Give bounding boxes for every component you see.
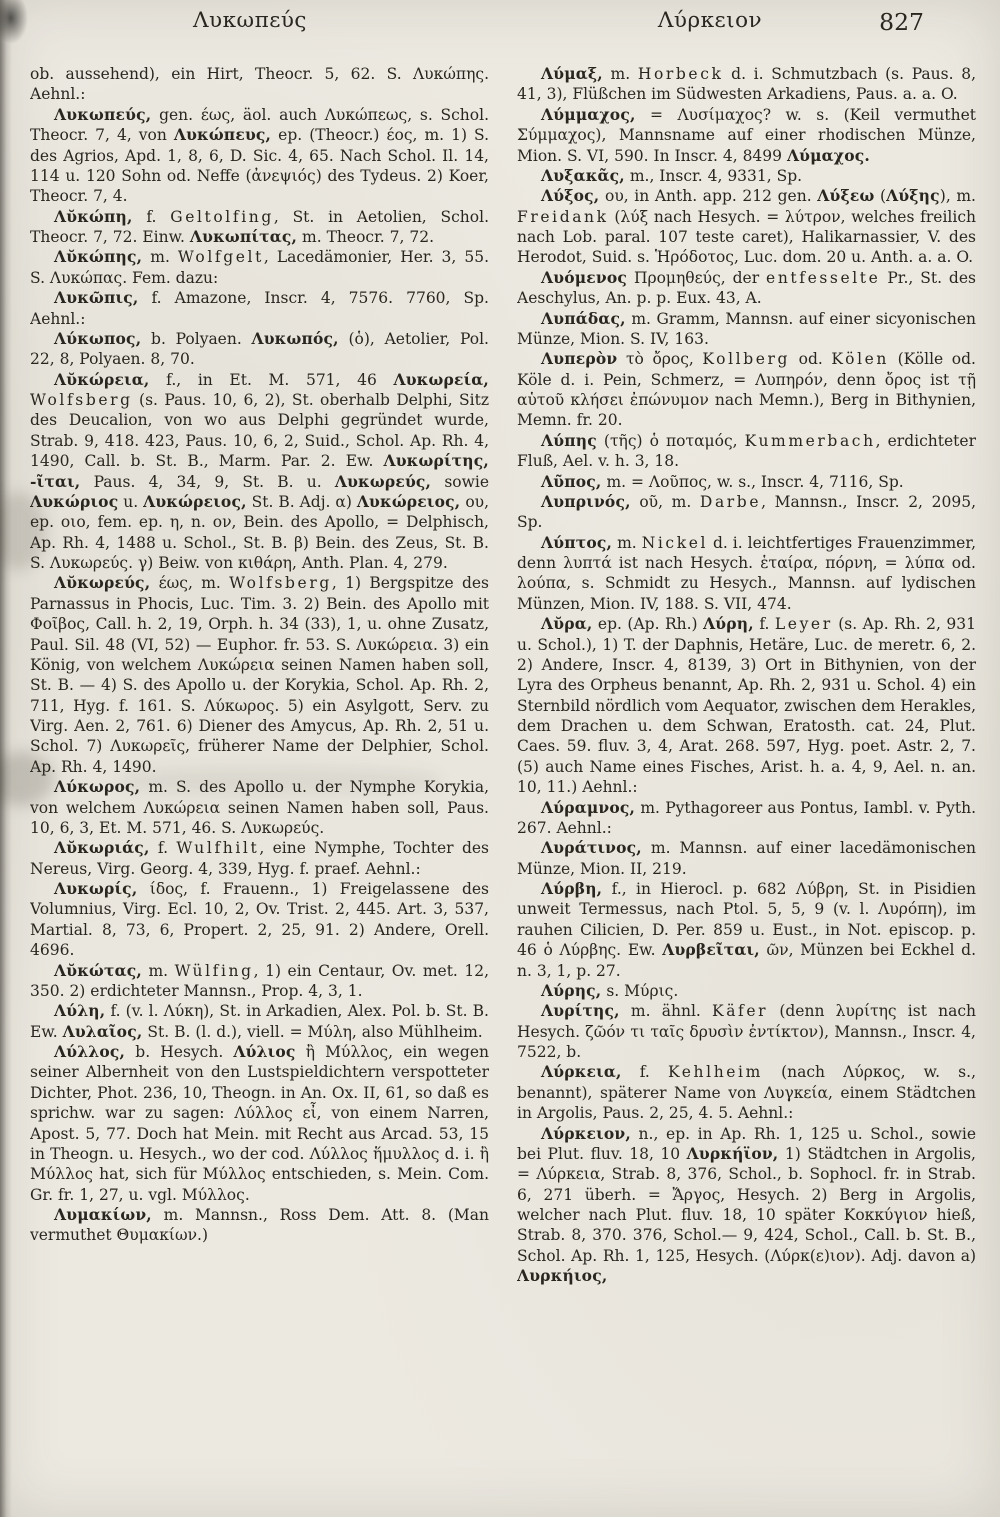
scan-edge-shadow (0, 0, 12, 1517)
page-header (0, 8, 1000, 50)
dictionary-entry: Λυμακίων, m. Mannsn., Ross Dem. Att. 8. (Man vermuthet Θυμακίων.) (30, 1205, 489, 1245)
running-head-left: Λυκωπεύς (193, 8, 307, 33)
dictionary-entry: Λύπης (τῆς) ὁ ποταμός, Kummerbach, erdichteter Fluß, Ael. v. h. 3, 18. (517, 430, 976, 471)
dictionary-entry: Λυκωπεύς, gen. έως, äol. auch Λυκώπεως, s. Schol. Theocr. 7, 4, von Λυκώπευς, ep. (Theocr.) έος, m. 1) S. des Agrios, Apd. 1, 8, 6, D. Sic. 4, 65. Nach Schol. Il. 14, 114 u. 120 Sohn od. Neffe (ἀνεψιός) des Tydeus. 2) Koer, Theocr. 7, 4. (30, 104, 489, 206)
dictionary-entry: Λυπρινός, οῦ, m. Darbe, Mannsn., Inscr. 2, 2095, Sp. (517, 491, 976, 532)
column-right (517, 64, 976, 1503)
dictionary-entry: Λυξακᾶς, m., Inscr. 4, 9331, Sp. (541, 165, 803, 185)
dictionary-entry: Λῠκώρεια, f., in Et. M. 571, 46 Λυκωρεία, Wolfsberg (s. Paus. 10, 6, 2), St. oberhalb Delphi, Sitz des Deucalion, von wo aus Delphi gegründet wurde, Strab. 9, 418. 423, Paus. 10, 6, 2, Suid., Schol. Ap. Rh. 4, 1490, Call. b. St. B., Marm. Par. 2. Ew. Λυκωρίτης, -ῖται, Paus. 4, 34, 9, St. B. u. Λυκωρεύς, sowie Λυκώριος u. Λυκώρειος, St. B. Adj. α) Λυκώρειος, ου, ep. οιο, fem. ep. η, n. ον, Bein. des Apollo, = Delphisch, Ap. Rh. 4, 1488 u. Schol., St. B. β) Bein. des Zeus, St. B. S. Λυκωρεύς. γ) Beiw. von κιθάρη, Anth. Plan. 4, 279. (30, 369, 489, 572)
dictionary-entry: Λύρης, s. Μύρις. (541, 980, 679, 1000)
dictionary-entry: Λυρίτης, m. ähnl. Käfer (denn λυρίτης ist nach Hesych. ζῶόν τι ταῖς δρυσὶν ἐντίκτον), Mannsn., Inscr. 4, 7522, b. (517, 1001, 976, 1061)
page-number: 827 (879, 8, 924, 36)
dictionary-entry: Λύραμνος, m. Pythagoreer aus Pontus, Iambl. v. Pyth. 267. Aehnl.: (517, 797, 976, 837)
dictionary-entry: Λύμαξ, m. Horbeck d. i. Schmutzbach (s. Paus. 8, 41, 3), Flüßchen im Südwesten Arkadiens, Paus. a. a. O. (517, 64, 976, 104)
dictionary-entry: Λυπερὸν τὸ ὄρος, Kollberg od. Kölen (Kölle od. Köle d. i. Pein, Schmerz, = Λυπηρόν, denn ὄρος ist τῇ αὑτοῦ κλήσει ἐπώνυμον nach Memn.), Berg in Bithynien, Memn. fr. 20. (517, 349, 976, 430)
dictionary-entry: Λῠκώπης, m. Wolfgelt, Lacedämonier, Her. 3, 55. S. Λυκώπας. Fem. dazu: (30, 247, 489, 287)
dictionary-entry: Λυόμενος Προμηθεύς, der entfesselte Pr., St. des Aeschylus, An. p. p. Eux. 43, A. (517, 267, 976, 308)
dictionary-entry: Λυκῶπις, f. Amazone, Inscr. 4, 7576. 7760, Sp. Aehnl.: (30, 288, 489, 328)
text-columns (30, 64, 976, 1503)
dictionary-entry: Λύρκειον, n., ep. in Ap. Rh. 1, 125 u. Schol., sowie bei Plut. fluv. 18, 10 Λυρκήϊον, 1) Städtchen in Argolis, = Λύρκεια, Strab. 8, 376, Schol., b. Sophocl. fr. in Strab. 6, 271 überh. = Ἄργος, Hesych. 2) Berg in Argolis, welcher nach Plut. fluv. 18, 10 später Κοκκύγιον hieß, Strab. 8, 370. 376, Schol.— 9, 424, Schol., Call. b. St. B., Schol. Ap. Rh. 1, 125, Hesych. (Λύρκ(ε)ιον). Adj. davon a) Λυρκήιος, (517, 1123, 976, 1286)
dictionary-entry: Λῠκώπη, f. Geltolfing, St. in Aetolien, Schol. Theocr. 7, 72. Einw. Λυκωπίτας, m. Theocr. 7, 72. (30, 206, 489, 246)
dictionary-entry: Λῦπος, m. = Λοῦπος, w. s., Inscr. 4, 7116, Sp. (541, 471, 904, 491)
dictionary-entry: Λυκωρίς, ίδος, f. Frauenn., 1) Freigelassene des Volumnius, Virg. Ecl. 10, 2, Ov. Trist. 2, 445. Art. 3, 537, Martial. 8, 73, 6, Propert. 2, 25, 91. 2) Andere, Orell. 4696. (30, 879, 489, 960)
dictionary-entry: Λύλη, f. (v. l. Λύκη), St. in Arkadien, Alex. Pol. b. St. B. Ew. Λυλαῖος, St. B. (l. d.), viell. = Μύλη, also Mühlheim. (30, 1001, 489, 1041)
dictionary-entry: Λῠκωριάς, f. Wulfhilt, eine Nymphe, Tochter des Nereus, Virg. Georg. 4, 339, Hyg. f. praef. Aehnl.: (30, 838, 489, 878)
dictionary-entry: Λυπάδας, m. Gramm, Mannsn. auf einer sicyonischen Münze, Mion. S. IV, 163. (517, 308, 976, 348)
dictionary-entry: Λῠρα, ep. (Ap. Rh.) Λύρη, f. Leyer (s. Ap. Rh. 2, 931 u. Schol.), 1) T. der Daphnis, Hetäre, Luc. de meretr. 6, 2. 2) Andere, Inscr. 4, 8139, 3) Ort in Bithynien, von der Lyra des Orpheus benannt, Ap. Rh. 2, 931 u. Schol. 4) ein Sternbild nördlich vom Aequator, zwischen dem Herakles, dem Drachen u. dem Schwan, Eratosth. cat. 24, Plut. Caes. 59. fluv. 3, 4, Arat. 268. 597, Hyg. poet. Astr. 2, 7. (5) auch Name eines Fisches, Arist. h. a. 4, 9, Ael. n. an. 10, 11.) Aehnl.: (517, 614, 976, 797)
dictionary-entry: Λύξος, ου, in Anth. app. 212 gen. Λύξεω (Λύξης), m. Freidank (λύξ nach Hesych. = λύτρον, welches freilich nach Lob. paral. 107 teste caret), Halikarnassier, V. des Herodot, Suid. s. Ἡρόδοτος, Luc. dom. 20 u. Anth. a. a. O. (517, 186, 976, 267)
dictionary-entry: ob. aussehend), ein Hirt, Theocr. 5, 62. S. Λυκώπης. Aehnl.: (30, 65, 489, 104)
dictionary-entry: Λύρκεια, f. Kehlheim (nach Λύρκος, w. s., benannt), späterer Name von Λυγκεία, einem Städtchen in Argolis, Paus. 2, 25, 4. 5. Aehnl.: (517, 1062, 976, 1123)
dictionary-entry: Λύλλος, b. Hesych. Λύλιος ἢ Μύλλος, ein wegen seiner Albernheit von den Lustspieldichtern verspotteter Dichter, Phot. 236, 10, Theogn. in An. Ox. II, 61, so daß es sprichw. war zu sagen: Λύλλος εἶ, von einem Narren, Apost. 5, 77. Doch hat Mein. mit Recht aus Arcad. 53, 15 in Theogn. u. Hesych., wo der cod. Λύλλος ἥμυλλος d. i. ἢ Μύλλος hat, sich für Μύλλος entschieden, s. Mein. Com. Gr. fr. 1, 27, u. vgl. Μύλλος. (30, 1042, 489, 1204)
running-head-right: Λύρκειον (657, 8, 763, 33)
dictionary-entry: Λύμμαχος, = Λυσίμαχος? w. s. (Keil vermuthet Σύμμαχος), Mannsname auf einer rhodischen Münze, Mion. S. VI, 590. In Inscr. 4, 8499 Λύμαχος. (517, 104, 976, 165)
dictionary-entry: Λυράτινος, m. Mannsn. auf einer lacedämonischen Münze, Mion. II, 219. (517, 838, 976, 878)
dictionary-entry: Λύπτος, m. Nickel d. i. leichtfertiges Frauenzimmer, denn λυπτά ist nach Hesych. ἑταίρα, πόρνη, = λύπα od. λούπα, s. Schmidt zu Hesych., Mannsn. auf lydischen Münzen, Mion. IV, 188. S. VII, 474. (517, 532, 976, 613)
dictionary-entry: Λύρβη, f., in Hierocl. p. 682 Λύβρη, St. in Pisidien unweit Termessus, nach Ptol. 5, 5, 9 (v. l. Λυρόπη), im rauhen Cilicien, D. Per. 859 u. Eust., in Not. episcop. p. 46 ὁ Λύρβης. Ew. Λυρβεῖται, ῶν, Münzen bei Eckhel d. n. 3, 1, p. 27. (517, 879, 976, 980)
dictionary-entry: Λύκωρος, m. S. des Apollo u. der Nymphe Korykia, von welchem Λυκώρεια seinen Namen haben soll, Paus. 10, 6, 3, Et. M. 571, 46. S. Λυκωρεύς. (30, 777, 489, 837)
dictionary-entry: Λῠκωρεύς, έως, m. Wolfsberg, 1) Bergspitze des Parnassus in Phocis, Luc. Tim. 3. 2) Bein. des Apollo mit Φοῖβος, Call. h. 2, 19, Orph. h. 34 (33), 1, u. ohne Zusatz, Paul. Sil. 48 (VI, 52) — Euphor. fr. 53. S. Λυκώρεια. 3) ein König, von welchem Λυκώρεια seinen Namen haben soll, St. B. — 4) S. des Apollo u. der Korykia, Schol. Ap. Rh. 2, 711, Hyg. f. 161. S. Λύκωρος. 5) ein Asylgott, Serv. zu Virg. Aen. 2, 761. 6) Diener des Amycus, Ap. Rh. 2, 51 u. Schol. 7) Λυκωρεῖς, früherer Name der Delphier, Schol. Ap. Rh. 4, 1490. (30, 573, 489, 776)
column-left (30, 64, 489, 1503)
dictionary-entry: Λῠκώτας, m. Wülfing, 1) ein Centaur, Ov. met. 12, 350. 2) erdichteter Mannsn., Prop. 4, 3, 1. (30, 960, 489, 1000)
dictionary-entry: Λύκωπος, b. Polyaen. Λυκωπός, (ὁ), Aetolier, Pol. 22, 8, Polyaen. 8, 70. (30, 328, 489, 369)
